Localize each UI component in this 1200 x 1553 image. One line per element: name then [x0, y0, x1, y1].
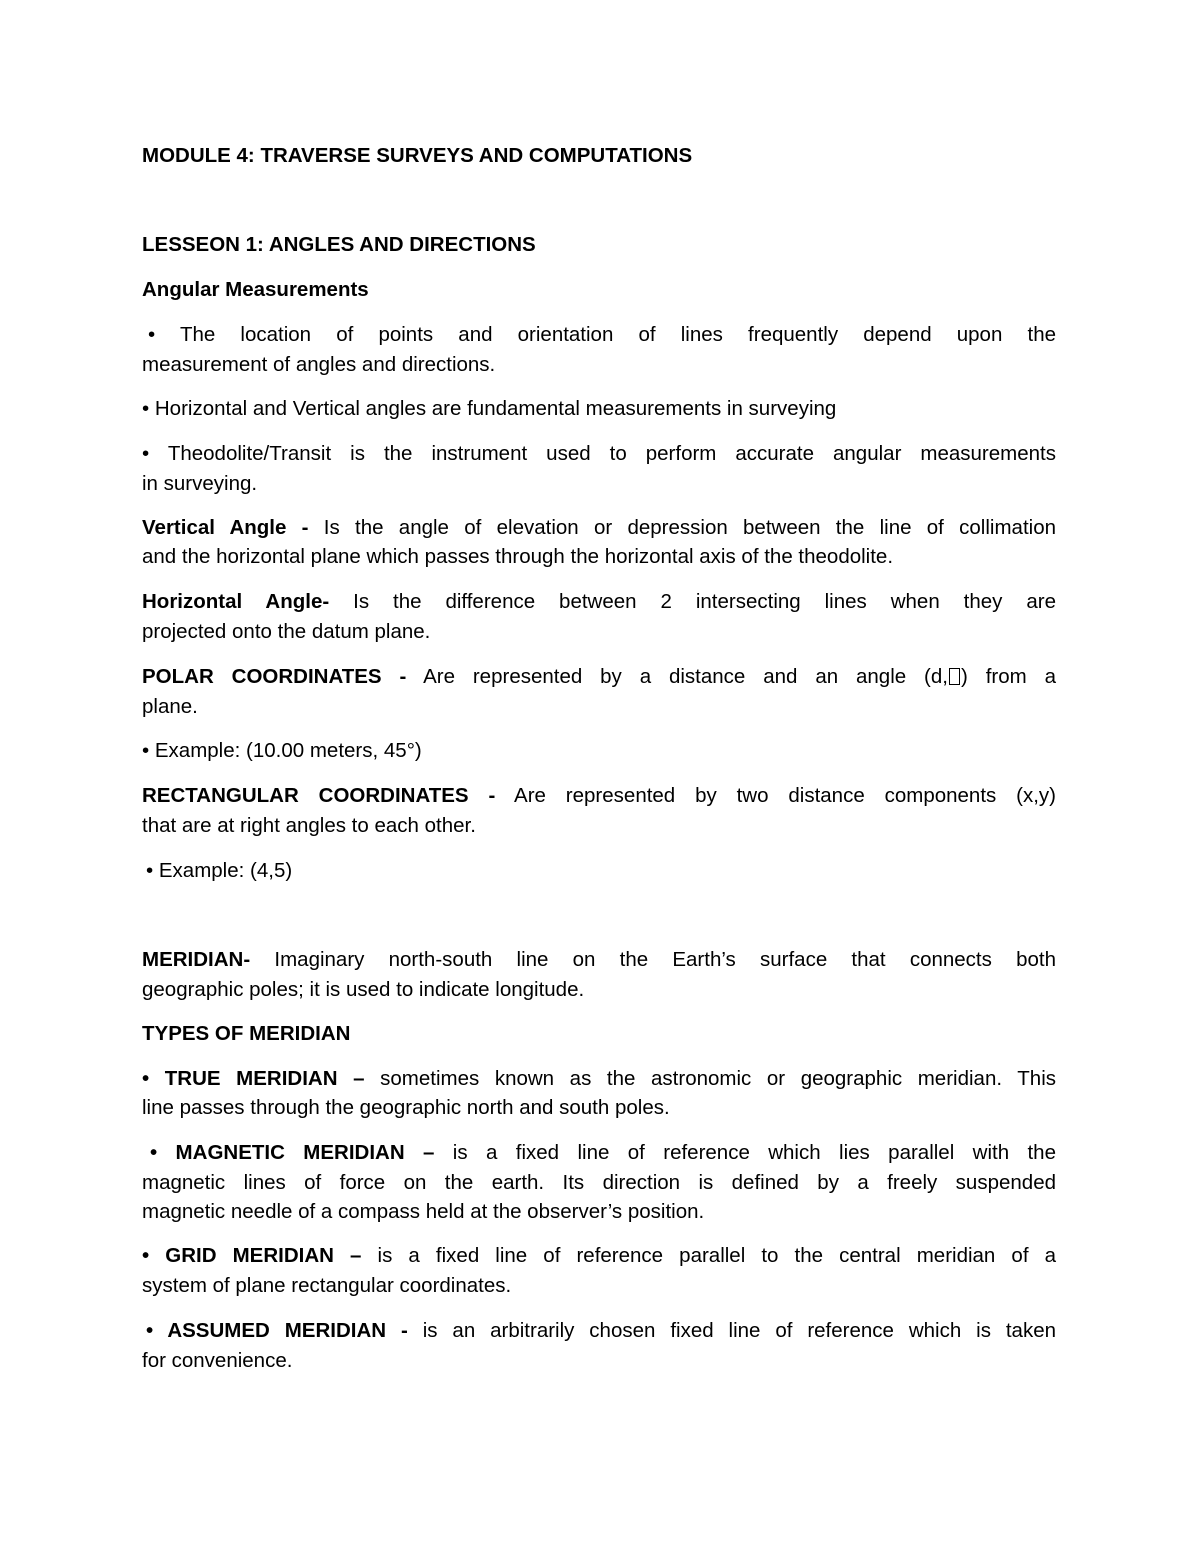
- grid-meridian-line-2: system of plane rectangular coordinates.: [142, 1274, 512, 1297]
- grid-meridian-line-1: • GRID MERIDIAN – is a fixed line of reference parallel to the central meridian of a: [142, 1244, 1057, 1267]
- types-of-meridian-heading: TYPES OF MERIDIAN: [142, 1022, 351, 1045]
- horizontal-angle-line-1: Horizontal Angle- Is the difference between 2 intersecting lines when they are: [142, 590, 1057, 613]
- meridian-term: MERIDIAN-: [142, 948, 251, 971]
- rectangular-coordinates-term: RECTANGULAR COORDINATES -: [142, 784, 496, 807]
- angular-bullet-3-line-2: in surveying.: [142, 472, 258, 495]
- horizontal-angle-line-2: projected onto the datum plane.: [142, 620, 431, 643]
- rectangular-coordinates-line-1: RECTANGULAR COORDINATES - Are represented by two distance components (x,y): [142, 784, 1056, 807]
- angular-bullet-1-line-2: measurement of angles and directions.: [142, 353, 496, 376]
- meridian-line-2: geographic poles; it is used to indicate longitude.: [142, 978, 585, 1001]
- magnetic-meridian-term: • MAGNETIC MERIDIAN –: [150, 1141, 435, 1164]
- lesson-title: LESSEON 1: ANGLES AND DIRECTIONS: [142, 233, 536, 256]
- assumed-meridian-line-2: for convenience.: [142, 1349, 293, 1372]
- document-page: [142, 0, 1056, 1553]
- magnetic-meridian-line-2: magnetic lines of force on the earth. Its direction is defined by a freely suspended: [142, 1171, 1056, 1194]
- polar-coordinates-line-2: plane.: [142, 695, 198, 718]
- missing-glyph-icon: [949, 668, 960, 685]
- angular-bullet-3-line-1: • Theodolite/Transit is the instrument used to perform accurate angular measurements: [142, 442, 1056, 465]
- rectangular-coordinates-line-2: that are at right angles to each other.: [142, 814, 476, 837]
- assumed-meridian-line-1: • ASSUMED MERIDIAN - is an arbitrarily chosen fixed line of reference which is taken: [146, 1319, 1056, 1342]
- angular-measurements-heading: Angular Measurements: [142, 278, 369, 301]
- true-meridian-line-1: • TRUE MERIDIAN – sometimes known as the astronomic or geographic meridian. This: [142, 1067, 1056, 1090]
- vertical-angle-line-1: Vertical Angle - Is the angle of elevation or depression between the line of collimation: [142, 516, 1056, 539]
- true-meridian-line-2: line passes through the geographic north and south poles.: [142, 1096, 670, 1119]
- horizontal-angle-term: Horizontal Angle-: [142, 590, 330, 613]
- polar-coordinates-line-1: POLAR COORDINATES - Are represented by a distance and an angle (d, ) from a: [142, 665, 1056, 688]
- grid-meridian-term: • GRID MERIDIAN –: [142, 1244, 362, 1267]
- module-title: MODULE 4: TRAVERSE SURVEYS AND COMPUTATIONS: [142, 144, 693, 167]
- polar-coordinates-term: POLAR COORDINATES -: [142, 665, 407, 688]
- vertical-angle-line-2: and the horizontal plane which passes through the horizontal axis of the theodolite.: [142, 545, 894, 568]
- vertical-angle-term: Vertical Angle -: [142, 516, 309, 539]
- meridian-line-1: MERIDIAN- Imaginary north-south line on the Earth’s surface that connects both: [142, 948, 1056, 971]
- magnetic-meridian-line-1: • MAGNETIC MERIDIAN – is a fixed line of reference which lies parallel with the: [150, 1141, 1056, 1164]
- angular-bullet-1-line-1: • The location of points and orientation of lines frequently depend upon the: [148, 323, 1056, 346]
- magnetic-meridian-line-3: magnetic needle of a compass held at the observer’s position.: [142, 1200, 705, 1223]
- rectangular-example: • Example: (4,5): [146, 859, 293, 882]
- assumed-meridian-term: • ASSUMED MERIDIAN -: [146, 1319, 408, 1342]
- polar-example: • Example: (10.00 meters, 45°): [142, 739, 422, 762]
- true-meridian-term: • TRUE MERIDIAN –: [142, 1067, 365, 1090]
- angular-bullet-2: • Horizontal and Vertical angles are fundamental measurements in surveying: [142, 397, 837, 420]
